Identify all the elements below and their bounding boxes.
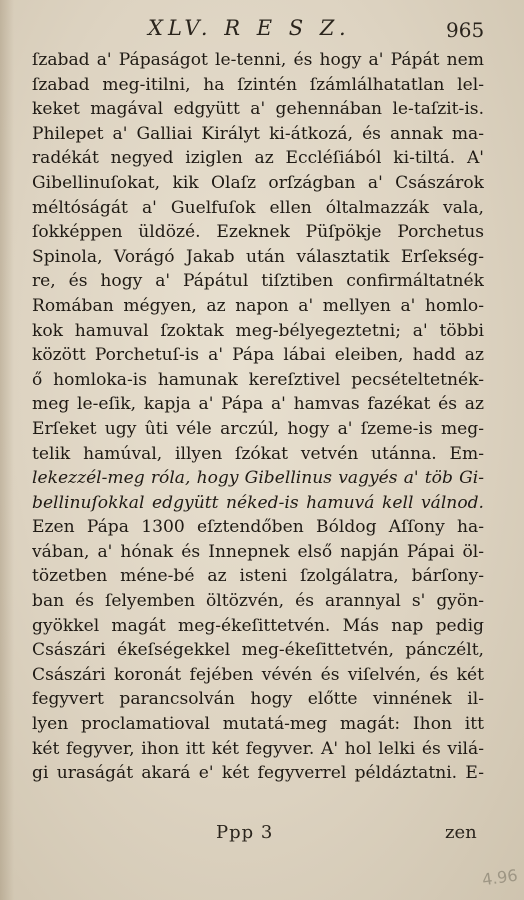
gutter-shadow: [0, 0, 14, 900]
page-number: 965: [446, 18, 485, 42]
running-head: [0, 16, 524, 44]
text-line-italic: lekezzél-meg róla, hogy Gibellinus vagyés a' töb Gi-: [32, 468, 484, 489]
text-line: Spinola, Vorágó Jakab után választatik Erſekség-: [32, 246, 484, 267]
text-line: gi uraságát akará e' két fegyverrel példáztatni. E-: [32, 763, 484, 784]
text-line: gyökkel magát meg-ékeſittetvén. Más nap pedig: [32, 615, 484, 636]
text-line: ſokképpen üldözé. Ezeknek Püſpökje Porchetus: [32, 222, 484, 243]
text-line: kok hamuval ſzoktak meg-bélyegeztetni; a' többi: [32, 320, 484, 341]
text-line: re, és hogy a' Pápátul tiſztiben confirmáltatnék: [32, 271, 484, 292]
body-text: [32, 48, 484, 786]
text-line: között Porchetuſ-is a' Pápa lábai eleiben, hadd az: [32, 345, 484, 366]
text-line-italic: bellinuſokkal edgyütt néked-is hamuvá kell válnod.: [32, 492, 484, 513]
chapter-heading: XLV. R E S Z.: [148, 16, 351, 40]
text-line: radékát negyed iziglen az Eccléſiából ki-tiltá. A': [32, 148, 484, 169]
text-line: Erſeket ugy ûti véle arczúl, hogy a' ſzeme-is meg-: [32, 418, 484, 439]
text-line: ő homloka-is hamunak kereſztivel pecsételtetnék-: [32, 369, 484, 390]
text-line: ſzabad a' Pápaságot le-tenni, és hogy a' Pápát nem: [32, 50, 484, 70]
text-line: vában, a' hónak és Innepnek első napján Pápai öl-: [32, 541, 484, 562]
text-line: két fegyver, ihon itt két fegyver. A' hol lelki és vilá-: [32, 738, 484, 759]
text-line: lyen proclamatioval mutatá-meg magát: Ihon itt: [32, 714, 484, 735]
pencil-annotation: 4.96: [480, 865, 519, 890]
text-line: telik hamúval, illyen ſzókat vetvén utánna. Em-: [32, 443, 484, 464]
text-line: Császári koronát fejében vévén és viſelvén, és két: [32, 664, 484, 685]
text-line: Gibellinuſokat, kik Olaſz orſzágban a' Császárok: [32, 172, 484, 193]
text-line: tözetben méne-bé az isteni ſzolgálatra, bárſony-: [32, 566, 484, 587]
text-line: Ezen Pápa 1300 eſztendőben Bóldog Aſſony ha-: [32, 517, 484, 538]
text-line: Philepet a' Galliai Királyt ki-átkozá, és annak ma-: [32, 123, 484, 144]
text-line: Romában mégyen, az napon a' mellyen a' homlo-: [32, 295, 484, 316]
signature-mark: Ppp 3: [216, 822, 274, 843]
text-line: ſzabad meg-itilni, ha ſzintén ſzámlálhatatlan lel-: [32, 74, 484, 95]
text-line: fegyvert parancsolván hogy előtte vinnének il-: [32, 689, 484, 710]
text-line: Császári ékeſségekkel meg-ékeſittetvén, pánczélt,: [32, 640, 484, 661]
text-line: meg le-eſik, kapja a' Pápa a' hamvas fazékat és az: [32, 394, 484, 415]
text-line: keket magával edgyütt a' gehennában le-taſzit-is.: [32, 99, 484, 120]
text-line: méltóságát a' Guelfuſok ellen óltalmazzák vala,: [32, 197, 484, 218]
text-line: ban és ſelyemben öltözvén, és arannyal s' gyön-: [32, 591, 484, 612]
catchword: zen: [445, 822, 477, 843]
